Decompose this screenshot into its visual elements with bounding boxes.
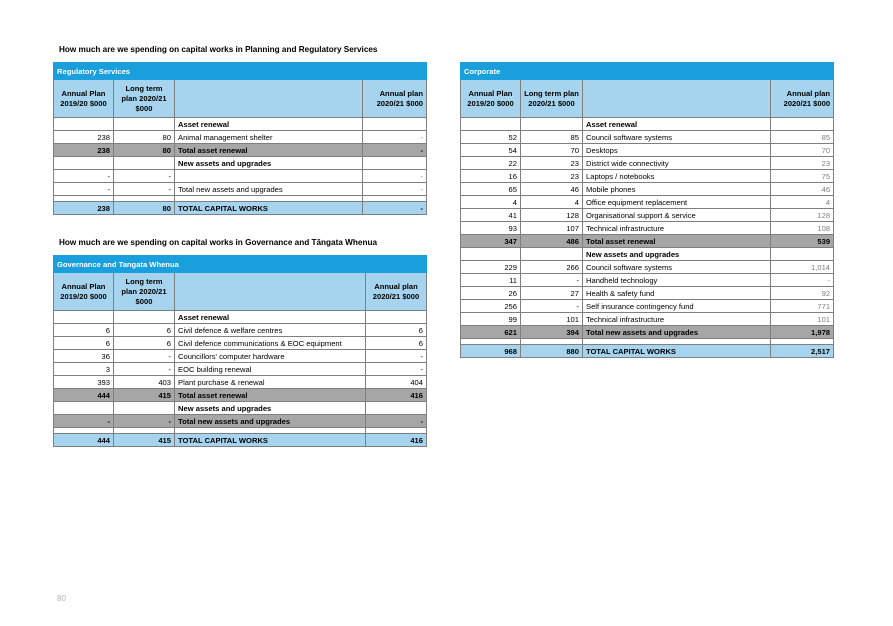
table-row: 621 394 Total new assets and upgrades 1,978 xyxy=(461,326,834,339)
table-title: Governance and Tangata Whenua xyxy=(54,256,427,273)
corporate-table xyxy=(460,62,834,358)
table-row: 444 415 Total asset renewal 416 xyxy=(54,389,427,402)
table-row: - - Total new assets and upgrades - xyxy=(54,415,427,428)
table-row: Asset renewal xyxy=(461,118,834,131)
table-row: - - - xyxy=(54,170,427,183)
table-row: New assets and upgrades xyxy=(54,157,427,170)
col-header-annual-plan-2019: Annual Plan 2019/20 $000 xyxy=(54,80,114,118)
col-header-annual-plan-2020: Annual plan 2020/21 $000 xyxy=(771,80,834,118)
table-title: Corporate xyxy=(461,63,834,80)
table-row: Asset renewal xyxy=(54,118,427,131)
col-header-description xyxy=(583,80,771,118)
col-header-annual-plan-2020: Annual plan 2020/21 $000 xyxy=(366,273,427,311)
table-row: 99 101 Technical infrastructure 101 xyxy=(461,313,834,326)
governance-heading: How much are we spending on capital works in Governance and Tāngata Whenua xyxy=(59,238,378,247)
table-row: 22 23 District wide connectivity 23 xyxy=(461,157,834,170)
table-row: 93 107 Technical infrastructure 108 xyxy=(461,222,834,235)
regulatory-services-table xyxy=(53,62,427,215)
table-row: 16 23 Laptops / notebooks 75 xyxy=(461,170,834,183)
page-number: 80 xyxy=(57,594,66,603)
table-row: 65 46 Mobile phones 46 xyxy=(461,183,834,196)
table-row: Asset renewal xyxy=(54,311,427,324)
table-row: 36 - Councillors' computer hardware - xyxy=(54,350,427,363)
table-row: 238 80 TOTAL CAPITAL WORKS - xyxy=(54,202,427,215)
table-row: 4 4 Office equipment replacement 4 xyxy=(461,196,834,209)
table-row: 11 - Handheld technology - xyxy=(461,274,834,287)
col-header-description xyxy=(175,80,363,118)
table-row: 444 415 TOTAL CAPITAL WORKS 416 xyxy=(54,434,427,447)
table-row: 393 403 Plant purchase & renewal 404 xyxy=(54,376,427,389)
governance-table xyxy=(53,255,427,447)
table-row: 968 880 TOTAL CAPITAL WORKS 2,517 xyxy=(461,345,834,358)
table-row: 6 6 Civil defence communications & EOC equipment 6 xyxy=(54,337,427,350)
table-row: 6 6 Civil defence & welfare centres 6 xyxy=(54,324,427,337)
table-row: 256 - Self insurance contingency fund 771 xyxy=(461,300,834,313)
table-row: 229 266 Council software systems 1,014 xyxy=(461,261,834,274)
table-title: Regulatory Services xyxy=(54,63,427,80)
table-row: 347 486 Total asset renewal 539 xyxy=(461,235,834,248)
table-row: 41 128 Organisational support & service 128 xyxy=(461,209,834,222)
col-header-annual-plan-2019: Annual Plan 2019/20 $000 xyxy=(54,273,114,311)
col-header-description xyxy=(175,273,366,311)
col-header-ltp-2020: Long term plan 2020/21 $000 xyxy=(521,80,583,118)
col-header-annual-plan-2020: Annual plan 2020/21 $000 xyxy=(363,80,427,118)
table-row: 3 - EOC building renewal - xyxy=(54,363,427,376)
table-row: 54 70 Desktops 70 xyxy=(461,144,834,157)
table-row: 52 85 Council software systems 85 xyxy=(461,131,834,144)
table-row: New assets and upgrades xyxy=(54,402,427,415)
planning-heading: How much are we spending on capital works in Planning and Regulatory Services xyxy=(59,45,378,54)
table-row: - - Total new assets and upgrades - xyxy=(54,183,427,196)
col-header-ltp-2020: Long term plan 2020/21 $000 xyxy=(114,273,175,311)
col-header-annual-plan-2019: Annual Plan 2019/20 $000 xyxy=(461,80,521,118)
table-row: 238 80 Total asset renewal - xyxy=(54,144,427,157)
table-row: 26 27 Health & safety fund 92 xyxy=(461,287,834,300)
col-header-ltp-2020: Long term plan 2020/21 $000 xyxy=(114,80,175,118)
table-row: New assets and upgrades xyxy=(461,248,834,261)
table-row: 238 80 Animal management shelter - xyxy=(54,131,427,144)
